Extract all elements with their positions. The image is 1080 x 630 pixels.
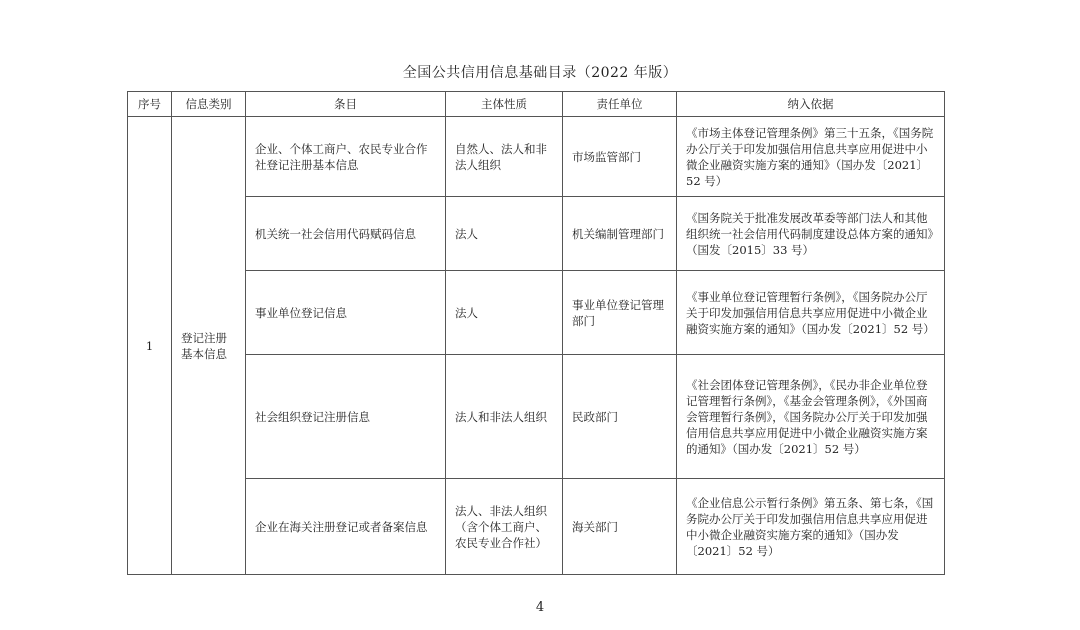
subject-cell: 法人和非法人组织 — [446, 355, 563, 479]
basis-cell: 《企业信息公示暂行条例》第五条、第七条，《国务院办公厅关于印发加强信用信息共享应用促进中小微企业融资实施方案的通知》（国办发〔2021〕52 号） — [677, 479, 945, 575]
page-number: 4 — [535, 600, 545, 615]
header-seq: 序号 — [128, 92, 172, 117]
header-item: 条目 — [246, 92, 446, 117]
subject-cell: 自然人、法人和非法人组织 — [446, 117, 563, 197]
item-cell: 企业、个体工商户、农民专业合作社登记注册基本信息 — [246, 117, 446, 197]
catalog-table — [127, 91, 945, 575]
basis-cell: 《社会团体登记管理条例》，《民办非企业单位登记管理暂行条例》，《基金会管理条例》，《外国商会管理暂行条例》，《国务院办公厅关于印发加强信用信息共享应用促进中小微企业融资实施方案的通知》（国办发〔2021〕52 号） — [677, 355, 945, 479]
header-category: 信息类别 — [172, 92, 246, 117]
table-row — [128, 479, 945, 575]
page-title: 全国公共信用信息基础目录（2022 年版） — [402, 65, 678, 81]
subject-cell: 法人、非法人组织（含个体工商户、农民专业合作社） — [446, 479, 563, 575]
header-unit: 责任单位 — [563, 92, 677, 117]
table-row — [128, 197, 945, 271]
unit-cell: 机关编制管理部门 — [563, 197, 677, 271]
unit-cell: 事业单位登记管理部门 — [563, 271, 677, 355]
category-cell: 登记注册基本信息 — [172, 117, 246, 575]
item-cell: 事业单位登记信息 — [246, 271, 446, 355]
subject-cell: 法人 — [446, 197, 563, 271]
unit-cell: 海关部门 — [563, 479, 677, 575]
item-cell: 企业在海关注册登记或者备案信息 — [246, 479, 446, 575]
item-cell: 社会组织登记注册信息 — [246, 355, 446, 479]
basis-cell: 《国务院关于批准发展改革委等部门法人和其他组织统一社会信用代码制度建设总体方案的通知》（国发〔2015〕33 号） — [677, 197, 945, 271]
header-basis: 纳入依据 — [677, 92, 945, 117]
table-row — [128, 271, 945, 355]
basis-cell: 《事业单位登记管理暂行条例》，《国务院办公厅关于印发加强信用信息共享应用促进中小微企业融资实施方案的通知》（国办发〔2021〕52 号） — [677, 271, 945, 355]
seq-cell: 1 — [128, 117, 172, 575]
item-cell: 机关统一社会信用代码赋码信息 — [246, 197, 446, 271]
basis-cell: 《市场主体登记管理条例》第三十五条，《国务院办公厅关于印发加强信用信息共享应用促进中小微企业融资实施方案的通知》（国办发〔2021〕52 号） — [677, 117, 945, 197]
table-row — [128, 117, 945, 197]
table-header-row — [128, 92, 945, 117]
unit-cell: 民政部门 — [563, 355, 677, 479]
header-subject: 主体性质 — [446, 92, 563, 117]
subject-cell: 法人 — [446, 271, 563, 355]
table-row — [128, 355, 945, 479]
unit-cell: 市场监管部门 — [563, 117, 677, 197]
